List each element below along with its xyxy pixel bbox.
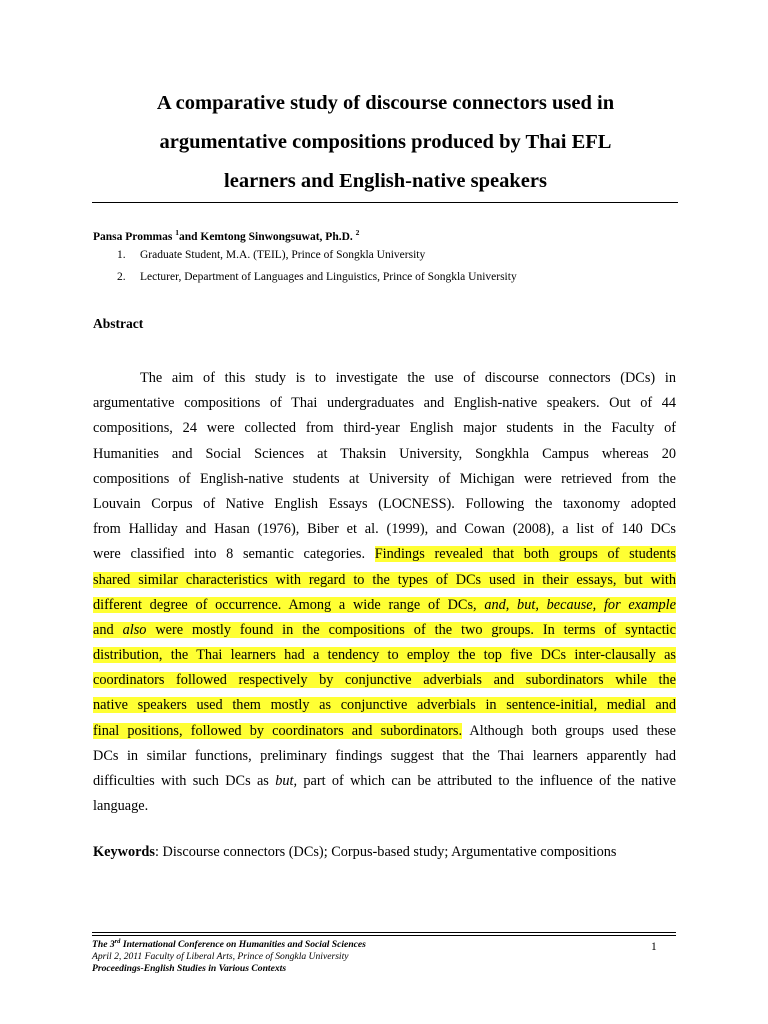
abstract-line: language. [93,798,149,815]
abstract-text: were classified into 8 semantic categories. [93,546,375,563]
abstract-body [93,366,676,819]
highlighted-italic-text: and, but, because, for example [484,596,676,613]
abstract-line [93,618,676,643]
abstract-line [93,593,676,618]
abstract-line: Humanities and Social Sciences at Thaksin University, Songkhla Campus whereas 20 [93,445,676,462]
highlighted-text: and [93,621,123,638]
page-number: 1 [651,941,657,953]
abstract-line: argumentative compositions of Thai undergraduates and English-native speakers. Out of 44 [93,395,676,412]
abstract-heading: Abstract [93,316,144,331]
footer-proceedings: Proceedings-English Studies in Various Contexts [92,963,287,974]
footer-date: April 2, 2011 Faculty of Liberal Arts, Prince of Songkla University [92,951,349,962]
abstract-line [93,769,676,794]
highlighted-italic-text: also [122,621,147,638]
abstract-line [93,668,676,693]
title-divider [92,202,678,203]
footer-divider [92,932,676,933]
abstract-line: The aim of this study is to investigate the use of discourse connectors (DCs) in [140,370,676,386]
paper-title [93,84,678,201]
abstract-line: compositions of English-native students at University of Michigan were retrieved from the [93,470,676,487]
abstract-line [93,719,676,744]
author-1-superscript: 1 [175,228,179,237]
affiliation-text: Graduate Student, M.A. (TEIL), Prince of Songkla University [140,249,426,261]
abstract-text: part of which can be attributed to the influence of the native [297,773,677,789]
highlighted-text: final positions, followed by coordinators and subordinators. [93,722,463,739]
affiliation-2 [117,271,517,283]
keywords [93,844,617,861]
highlighted-text: shared similar characteristics with regard to the types of DCs used in their essays, but with [93,571,676,588]
page-footer [92,936,366,975]
author-1: Pansa Prommas [93,231,176,243]
author-2: and Kemtong Sinwongsuwat, Ph.D. [178,231,356,243]
abstract-text: Although both groups used these [462,722,676,739]
title-line-3: learners and English-native speakers [224,170,547,192]
affiliation-1 [117,249,425,261]
abstract-line [93,643,676,668]
title-line-1: A comparative study of discourse connectors used in [156,92,615,114]
author-2-superscript: 2 [355,228,360,237]
footer-text: International Conference on Humanities and Social Sciences [120,939,366,950]
affiliation-text: Lecturer, Department of Languages and Linguistics, Prince of Songkla University [140,271,517,283]
abstract-line: compositions, 24 were collected from third-year English major students in the Faculty of [93,420,676,437]
italic-text: but, [275,773,298,789]
footer-conference [92,936,366,951]
abstract-text: difficulties with such DCs as [93,773,276,789]
keywords-text: : Discourse connectors (DCs); Corpus-based study; Argumentative compositions [154,844,617,860]
keywords-label: Keywords [93,844,155,860]
abstract-line: Louvain Corpus of Native English Essays (LOCNESS). Following the taxonomy adopted [93,495,676,512]
affiliation-number: 1. [117,249,126,261]
highlighted-text: Findings revealed that both groups of students [374,546,676,563]
highlighted-text: different degree of occurrence. Among a wide range of DCs, [93,596,485,613]
highlighted-text: were mostly found in the compositions of the two groups. In terms of syntactic [146,621,676,638]
footer-text: The 3 [92,939,115,950]
abstract-line: from Halliday and Hasan (1976), Biber et al. (1999), and Cowan (2008), a list of 140 DCs [93,521,676,538]
abstract-line [93,693,676,718]
title-line-2: argumentative compositions produced by Thai EFL [159,131,612,153]
author-line [93,228,359,243]
abstract-line: DCs in similar functions, preliminary findings suggest that the Thai learners apparently had [93,747,676,764]
abstract-line [93,542,676,567]
footer-superscript: rd [114,938,121,945]
highlighted-text: coordinators followed respectively by conjunctive adverbials and subordinators while the [93,672,676,689]
highlighted-text: native speakers used them mostly as conjunctive adverbials in sentence-initial, medial and [93,697,676,714]
abstract-line [93,568,676,593]
affiliation-number: 2. [117,271,126,283]
highlighted-text: distribution, the Thai learners had a tendency to employ the top five DCs inter-clausally as [93,647,676,664]
